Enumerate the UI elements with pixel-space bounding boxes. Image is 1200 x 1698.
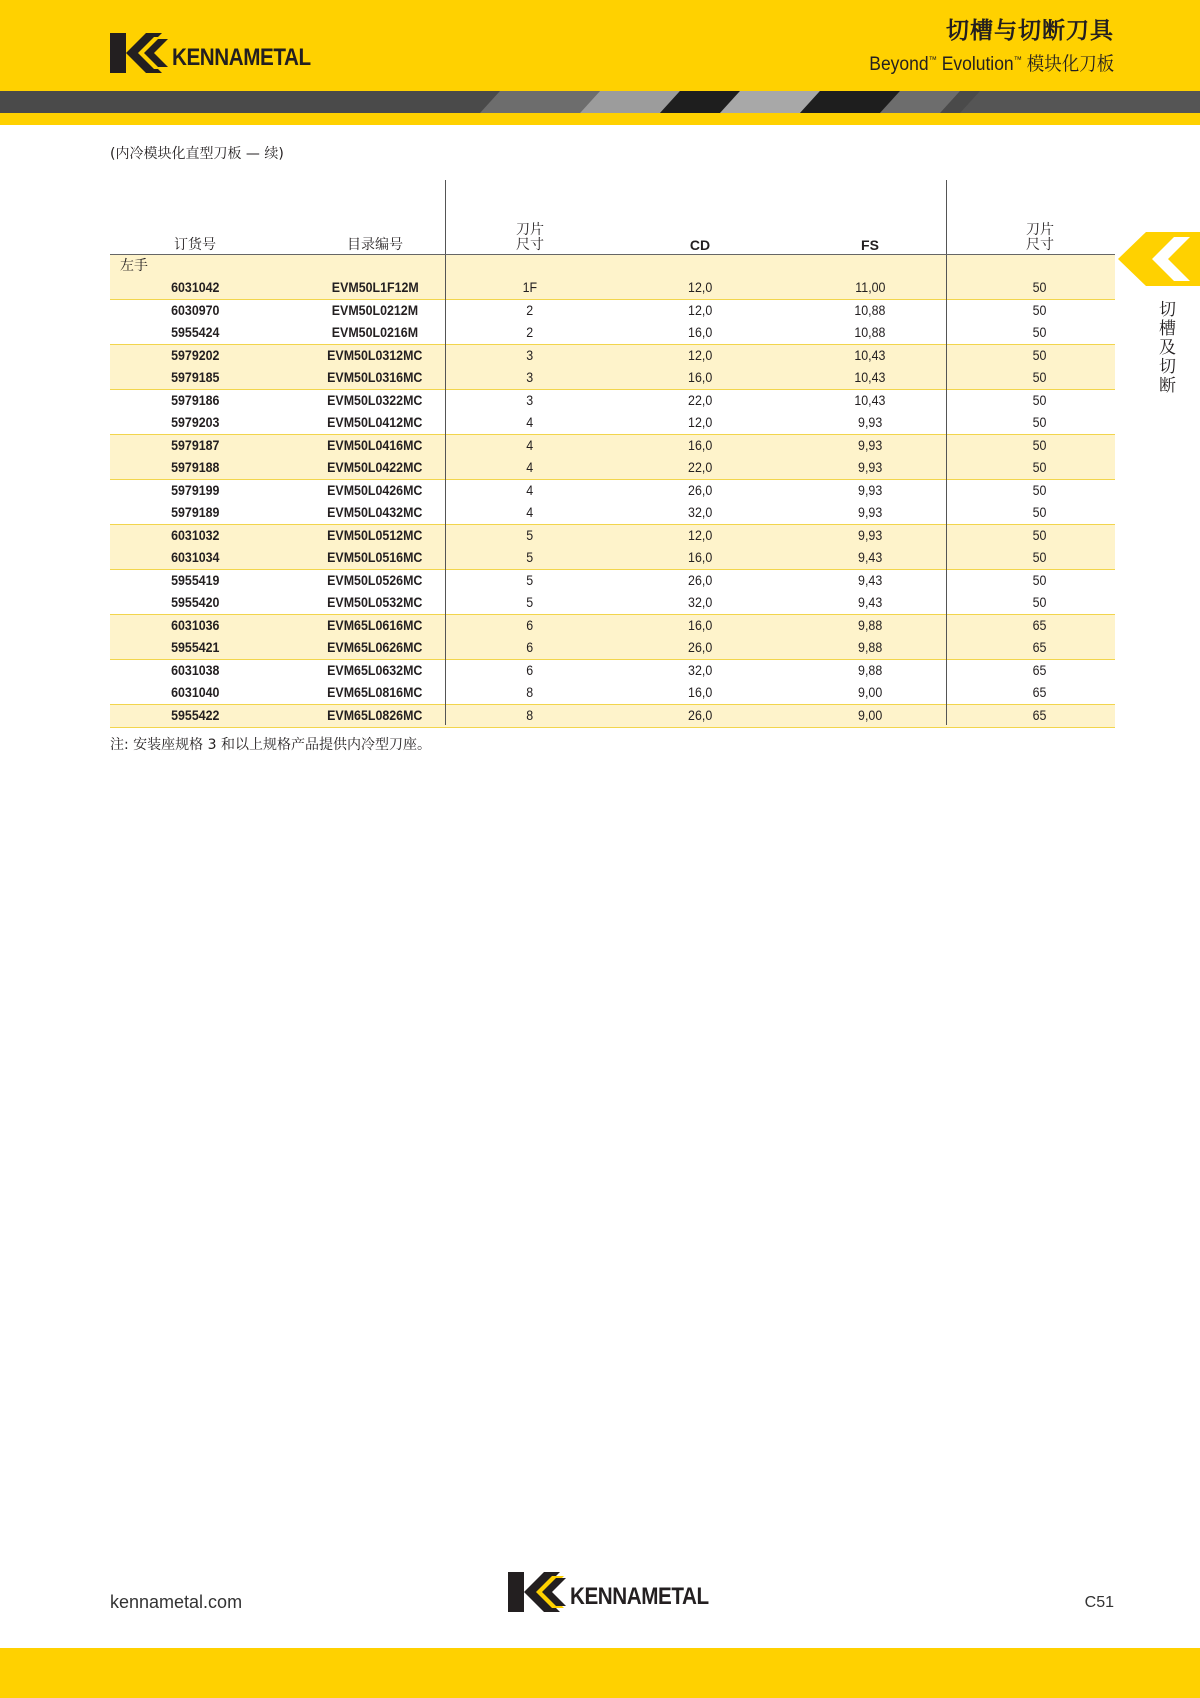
insert-size-2-cell: 65 — [1033, 708, 1047, 723]
order-number-cell: 6031032 — [170, 528, 220, 543]
table-row — [110, 300, 1115, 322]
insert-size-2-cell: 50 — [1033, 505, 1047, 520]
header-title — [848, 12, 1114, 76]
cd-cell: 16,0 — [687, 618, 713, 633]
page-header — [0, 0, 1200, 91]
cd-cell: 32,0 — [687, 595, 713, 610]
brand-wordmark: KENNAMETAL — [172, 44, 311, 71]
fs-cell: 9,88 — [857, 618, 883, 633]
product-table — [110, 180, 1115, 728]
table-note: 注: 安装座规格 3 和以上规格产品提供内冷型刀座。 — [110, 737, 431, 753]
table-row — [110, 525, 1115, 547]
insert-size-2-cell: 50 — [1033, 280, 1047, 295]
order-number-cell: 5979203 — [170, 415, 220, 430]
page-number: C51 — [1084, 1594, 1114, 1611]
insert-size-2-cell: 65 — [1033, 640, 1047, 655]
table-row — [110, 615, 1115, 637]
cd-cell: 16,0 — [687, 685, 713, 700]
cd-cell: 22,0 — [687, 393, 713, 408]
order-number-cell: 5979199 — [170, 483, 220, 498]
header-stripe — [0, 91, 1200, 113]
cd-cell: 16,0 — [687, 325, 713, 340]
header-underline — [0, 113, 1200, 125]
fs-cell: 10,43 — [854, 393, 886, 408]
insert-size-2-cell: 50 — [1033, 370, 1047, 385]
table-row — [110, 345, 1115, 367]
order-number-cell: 6031042 — [170, 280, 220, 295]
insert-size-cell: 8 — [526, 685, 534, 700]
catalog-number-cell: EVM50L0422MC — [327, 460, 423, 475]
insert-size-2-cell: 50 — [1033, 415, 1047, 430]
insert-size-cell: 3 — [526, 393, 534, 408]
footer-url-link[interactable]: kennametal.com — [110, 1592, 243, 1612]
catalog-number-cell: EVM50L0316MC — [327, 370, 423, 385]
catalog-number-cell: EVM65L0632MC — [327, 663, 423, 678]
kennametal-k-icon — [508, 1572, 566, 1612]
table-caption: (内冷模块化直型刀板 — 续) — [110, 146, 284, 162]
row-group — [110, 390, 1115, 435]
fs-cell: 9,93 — [857, 415, 883, 430]
cd-cell: 26,0 — [687, 483, 713, 498]
fs-cell: 9,43 — [857, 550, 883, 565]
footer-kennametal-logo — [508, 1572, 731, 1612]
catalog-number-cell: EVM65L0816MC — [327, 685, 423, 700]
catalog-number-cell: EVM50L0412MC — [327, 415, 423, 430]
order-number-cell: 6031036 — [170, 618, 220, 633]
order-number-cell: 5955424 — [170, 325, 220, 340]
cd-cell: 22,0 — [687, 460, 713, 475]
insert-size-cell: 6 — [526, 618, 534, 633]
insert-size-cell: 5 — [526, 528, 534, 543]
catalog-number-cell: EVM50L0516MC — [327, 550, 423, 565]
table-row — [110, 502, 1115, 524]
order-number-cell: 5979202 — [170, 348, 220, 363]
fs-cell: 9,00 — [857, 685, 883, 700]
insert-size-2-cell: 50 — [1033, 303, 1047, 318]
catalog-number-cell: EVM50L0212M — [331, 303, 419, 318]
catalog-number-cell: EVM65L0826MC — [327, 708, 423, 723]
catalog-number-cell: EVM50L0532MC — [327, 595, 423, 610]
fs-cell: 10,43 — [854, 348, 886, 363]
table-row — [110, 592, 1115, 614]
header-catalog-number: 目录编号 — [347, 237, 403, 253]
header-cd: CD — [689, 237, 711, 253]
insert-size-cell: 4 — [526, 505, 534, 520]
kennametal-k-icon — [110, 33, 168, 73]
cd-cell: 12,0 — [687, 348, 713, 363]
row-group — [110, 480, 1115, 525]
order-number-cell: 5955419 — [170, 573, 220, 588]
insert-size-2-cell: 50 — [1033, 393, 1047, 408]
row-group — [110, 345, 1115, 390]
insert-size-2-cell: 50 — [1033, 483, 1047, 498]
fs-cell: 9,88 — [857, 663, 883, 678]
order-number-cell: 6030970 — [170, 303, 220, 318]
fs-cell: 9,88 — [857, 640, 883, 655]
row-group — [110, 277, 1115, 300]
table-row — [110, 705, 1115, 727]
table-row — [110, 682, 1115, 704]
catalog-number-cell: EVM50L0416MC — [327, 438, 423, 453]
cd-cell: 26,0 — [687, 708, 713, 723]
insert-size-2-cell: 50 — [1033, 550, 1047, 565]
table-body — [110, 277, 1115, 728]
fs-cell: 10,88 — [854, 325, 886, 340]
insert-size-2-cell: 65 — [1033, 685, 1047, 700]
section-title: 切槽与切断刀具 — [946, 18, 1114, 44]
order-number-cell: 5955420 — [170, 595, 220, 610]
table-row — [110, 412, 1115, 434]
fs-cell: 9,93 — [857, 483, 883, 498]
fs-cell: 9,93 — [857, 438, 883, 453]
section-tab-label: 切槽及切断 — [1155, 300, 1175, 395]
insert-size-cell: 6 — [526, 640, 534, 655]
footer-bar — [0, 1648, 1200, 1698]
fs-cell: 11,00 — [854, 280, 886, 295]
table-row — [110, 390, 1115, 412]
fs-cell: 10,88 — [854, 303, 886, 318]
order-number-cell: 6031040 — [170, 685, 220, 700]
header-insert-size-2: 刀片 尺寸 — [1026, 222, 1054, 253]
fs-cell: 9,00 — [857, 708, 883, 723]
insert-size-2-cell: 50 — [1033, 325, 1047, 340]
catalog-number-cell: EVM50L0322MC — [327, 393, 423, 408]
fs-cell: 9,93 — [857, 460, 883, 475]
insert-size-cell: 4 — [526, 438, 534, 453]
table-row — [110, 547, 1115, 569]
insert-size-cell: 2 — [526, 325, 534, 340]
insert-size-cell: 5 — [526, 550, 534, 565]
cd-cell: 32,0 — [687, 663, 713, 678]
table-row — [110, 457, 1115, 479]
row-group — [110, 660, 1115, 705]
cd-cell: 32,0 — [687, 505, 713, 520]
cd-cell: 26,0 — [687, 573, 713, 588]
insert-size-cell: 4 — [526, 415, 534, 430]
product-line-title: Beyond™ Evolution™ 模块化刀板 — [869, 54, 1114, 75]
insert-size-2-cell: 50 — [1033, 438, 1047, 453]
insert-size-cell: 8 — [526, 708, 534, 723]
kennametal-logo — [110, 33, 333, 73]
insert-size-cell: 3 — [526, 370, 534, 385]
table-row — [110, 435, 1115, 457]
order-number-cell: 5955422 — [170, 708, 220, 723]
cd-cell: 12,0 — [687, 303, 713, 318]
catalog-number-cell: EVM50L0512MC — [327, 528, 423, 543]
order-number-cell: 5955421 — [170, 640, 220, 655]
header-fs: FS — [861, 237, 879, 253]
row-group — [110, 570, 1115, 615]
insert-size-cell: 3 — [526, 348, 534, 363]
cd-cell: 12,0 — [687, 528, 713, 543]
order-number-cell: 5979185 — [170, 370, 220, 385]
table-row — [110, 660, 1115, 682]
fs-cell: 9,93 — [857, 505, 883, 520]
row-group — [110, 525, 1115, 570]
insert-size-cell: 4 — [526, 460, 534, 475]
insert-size-2-cell: 65 — [1033, 663, 1047, 678]
insert-size-cell: 4 — [526, 483, 534, 498]
order-number-cell: 5979187 — [170, 438, 220, 453]
catalog-number-cell: EVM65L0616MC — [327, 618, 423, 633]
cd-cell: 12,0 — [687, 415, 713, 430]
catalog-number-cell: EVM50L0312MC — [327, 348, 423, 363]
table-row — [110, 367, 1115, 389]
table-row — [110, 277, 1115, 299]
header-insert-size: 刀片 尺寸 — [516, 222, 544, 253]
insert-size-cell: 2 — [526, 303, 534, 318]
fs-cell: 10,43 — [854, 370, 886, 385]
catalog-number-cell: EVM50L0432MC — [327, 505, 423, 520]
order-number-cell: 5979189 — [170, 505, 220, 520]
catalog-number-cell: EVM50L0526MC — [327, 573, 423, 588]
insert-size-cell: 5 — [526, 595, 534, 610]
table-header — [110, 180, 1115, 255]
table-row — [110, 570, 1115, 592]
insert-size-2-cell: 50 — [1033, 528, 1047, 543]
catalog-number-cell: EVM65L0626MC — [327, 640, 423, 655]
row-group — [110, 705, 1115, 728]
insert-size-2-cell: 65 — [1033, 618, 1047, 633]
fs-cell: 9,43 — [857, 595, 883, 610]
catalog-number-cell: EVM50L0426MC — [327, 483, 423, 498]
insert-size-2-cell: 50 — [1033, 573, 1047, 588]
section-left-hand: 左手 — [110, 255, 1115, 277]
table-row — [110, 637, 1115, 659]
cd-cell: 16,0 — [687, 550, 713, 565]
cd-cell: 16,0 — [687, 438, 713, 453]
header-order-number: 订货号 — [174, 237, 216, 253]
row-group — [110, 300, 1115, 345]
order-number-cell: 5979188 — [170, 460, 220, 475]
order-number-cell: 6031034 — [170, 550, 220, 565]
insert-size-cell: 5 — [526, 573, 534, 588]
order-number-cell: 6031038 — [170, 663, 220, 678]
insert-size-cell: 1F — [522, 280, 538, 295]
fs-cell: 9,43 — [857, 573, 883, 588]
insert-size-2-cell: 50 — [1033, 460, 1047, 475]
cd-cell: 12,0 — [687, 280, 713, 295]
fs-cell: 9,93 — [857, 528, 883, 543]
section-tab-chevron-icon — [1118, 232, 1200, 286]
brand-wordmark: KENNAMETAL — [570, 1583, 709, 1610]
catalog-number-cell: EVM50L1F12M — [331, 280, 419, 295]
insert-size-cell: 6 — [526, 663, 534, 678]
catalog-number-cell: EVM50L0216M — [331, 325, 419, 340]
order-number-cell: 5979186 — [170, 393, 220, 408]
insert-size-2-cell: 50 — [1033, 348, 1047, 363]
table-row — [110, 480, 1115, 502]
row-group — [110, 615, 1115, 660]
row-group — [110, 435, 1115, 480]
table-row — [110, 322, 1115, 344]
cd-cell: 16,0 — [687, 370, 713, 385]
insert-size-2-cell: 50 — [1033, 595, 1047, 610]
cd-cell: 26,0 — [687, 640, 713, 655]
